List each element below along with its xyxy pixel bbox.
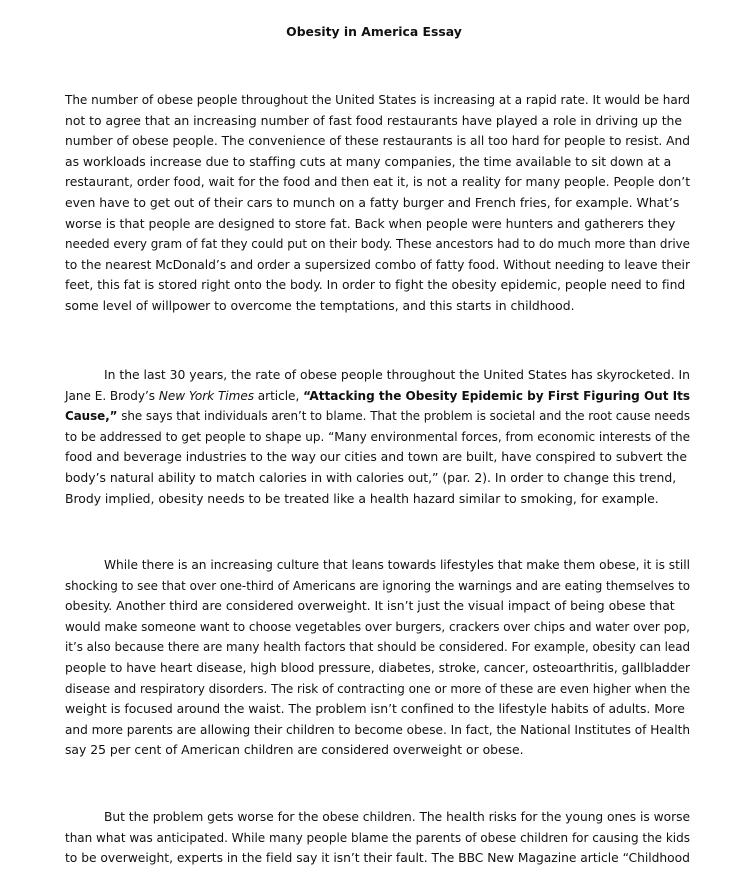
text-line: body’s natural ability to match calories in with calories out,” (par. 2). In order to change this trend, — [65, 469, 677, 485]
text-line: While there is an increasing culture that leans towards lifestyles that make them obese, it is still — [104, 557, 690, 572]
text-line: to be overweight, experts in the field say it isn’t their fault. The BBC New Magazine article “Childhood — [65, 850, 690, 866]
text-line: not to agree that an increasing number of fast food restaurants have played a role in driving up the — [65, 112, 682, 128]
text-line: needed every gram of fat they could put on their body. These ancestors had to do much more than drive — [65, 236, 691, 252]
text-line: disease and respiratory disorders. The risk of contracting one or more of these are even higher when the — [65, 680, 691, 696]
text-line: than what was anticipated. While many people blame the parents of obese children for causing the kids — [65, 829, 690, 845]
text-line: food and beverage industries to the way our cities and town are built, have conspired to subvert the — [65, 449, 687, 465]
paragraph-4 — [65, 807, 690, 869]
text-line — [65, 406, 690, 427]
text-line: to be addressed to get people to shape up. “Many environmental forces, from economic interests of the — [65, 428, 691, 444]
text-line: shocking to see that over one-third of Americans are ignoring the warnings and are eating themselves to — [65, 577, 691, 593]
text-line: obesity. Another third are considered overweight. It isn’t just the visual impact of being obese that — [65, 598, 675, 614]
text-line: some level of willpower to overcome the temptations, and this starts in childhood. — [65, 297, 575, 313]
paragraph-2 — [65, 365, 690, 509]
text-line: would make someone want to choose vegetables over burgers, crackers over chips and water over pop, — [65, 618, 690, 634]
text-line: Brody implied, obesity needs to be treated like a health hazard similar to smoking, for example. — [65, 490, 659, 506]
article-title-end: Cause,” — [65, 408, 118, 424]
text-line: as workloads increase due to staffing cuts at many companies, the time available to sit down at a — [65, 153, 672, 169]
publication-name: New York Times — [158, 387, 254, 403]
text-run: Jane E. Brody’s — [65, 387, 159, 403]
text-run: article, — [253, 387, 304, 403]
text-line — [65, 386, 690, 407]
text-line: worse is that people are designed to store fat. Back when people were hunters and gatherers they — [65, 215, 676, 231]
text-run: she says that individuals aren’t to blame. That the problem is societal and the root cause needs — [117, 408, 690, 424]
text-line: people to have heart disease, high blood pressure, diabetes, stroke, cancer, osteoarthritis, gallbladder — [65, 659, 691, 675]
article-title: “Attacking the Obesity Epidemic by First Figuring Out Its — [303, 387, 691, 403]
text-line: say 25 per cent of American children are considered overweight or obese. — [65, 742, 524, 758]
paragraph-3 — [65, 555, 690, 761]
text-line: weight is focused around the waist. The problem isn’t confined to the lifestyle habits of adults. More — [65, 701, 685, 717]
text-line: to the nearest McDonald’s and order a supersized combo of fatty food. Without needing to leave their — [65, 256, 690, 272]
text-line: even have to get out of their cars to munch on a fatty burger and French fries, for example. What’s — [65, 194, 680, 210]
paragraph-1 — [65, 90, 690, 317]
text-line: and more parents are allowing their children to become obese. In fact, the National Institutes of Health — [65, 721, 690, 737]
text-line: number of obese people. The convenience of these restaurants is all too hard for people to resist. And — [65, 133, 690, 149]
document-title: Obesity in America Essay — [286, 24, 462, 39]
text-line: The number of obese people throughout the United States is increasing at a rapid rate. It would be hard — [65, 92, 691, 107]
text-line: restaurant, order food, wait for the food and then eat it, is not a reality for many people. People don’t — [65, 174, 691, 190]
text-line: it’s also because there are many health factors that should be considered. For example, obesity can lead — [65, 639, 691, 655]
text-line: But the problem gets worse for the obese children. The health risks for the young ones is worse — [104, 809, 691, 824]
text-line: In the last 30 years, the rate of obese people throughout the United States has skyrocketed. In — [104, 367, 691, 382]
text-line: feet, this fat is stored right onto the body. In order to fight the obesity epidemic, people need to find — [65, 277, 686, 293]
